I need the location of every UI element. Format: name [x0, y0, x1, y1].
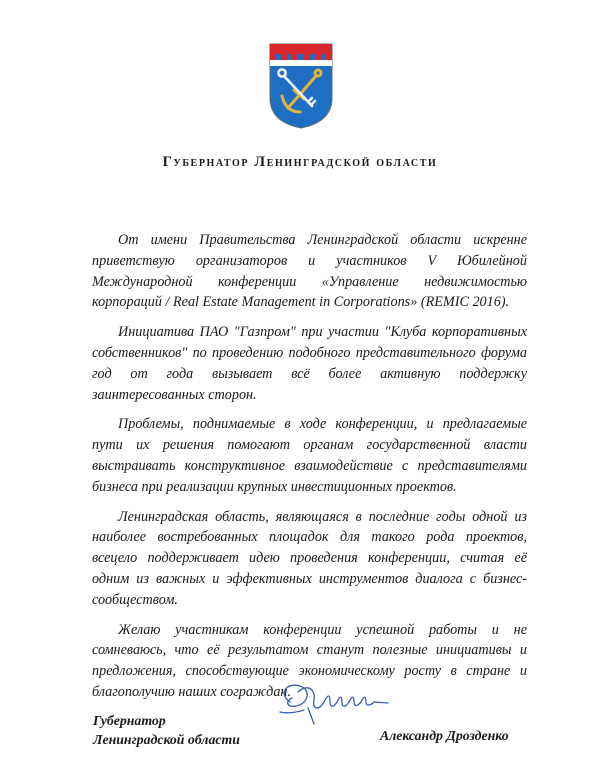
signature-title: [93, 711, 240, 749]
handwritten-signature: [268, 672, 418, 732]
signature-title-line: Ленинградской области: [93, 732, 240, 747]
letter-paragraph: Ленинградская область, являющаяся в последние годы одной из наиболее востребованных площадок для такого рода проектов, всецело поддерживает идею проведения конференции, считая её одним из важных и эффективных инструментов диалога с бизнес-сообществом.: [92, 508, 527, 608]
letter-paragraph: Инициатива ПАО "Газпром" при участии "Клуба корпоративных собственников" по проведению подобного представительного форума год от года вызывает всё более активную поддержку заинтересованных сторон.: [92, 324, 527, 403]
signature-title-line: Губернатор: [93, 713, 166, 728]
letter-body: [92, 230, 527, 703]
letter-paragraph: Желаю участникам конференции успешной работы и не сомневаюсь, что её результатом станут полезные инициативы и предложения, способствующие экономическому росту в стране и благополучию наших сограждан.: [92, 621, 527, 700]
coat-of-arms-emblem: [268, 42, 334, 130]
letter-paragraph: От имени Правительства Ленинградской области искренне приветствую организаторов и участников V Юбилейной Международной конференции «Управление недвижимостью корпораций / Real Estate Management in Corporations» (REMIC 2016).: [92, 232, 527, 311]
signature-name: Александр Дрозденко: [380, 728, 509, 743]
page-title: Губернатор Ленинградской области: [162, 154, 438, 170]
letter-paragraph: Проблемы, поднимаемые в ходе конференции, и предлагаемые пути их решения помогают органам государственной власти выстраивать конструктивное взаимодействие с представителями бизнеса при реализации крупных инвестиционных проектов.: [92, 416, 527, 495]
